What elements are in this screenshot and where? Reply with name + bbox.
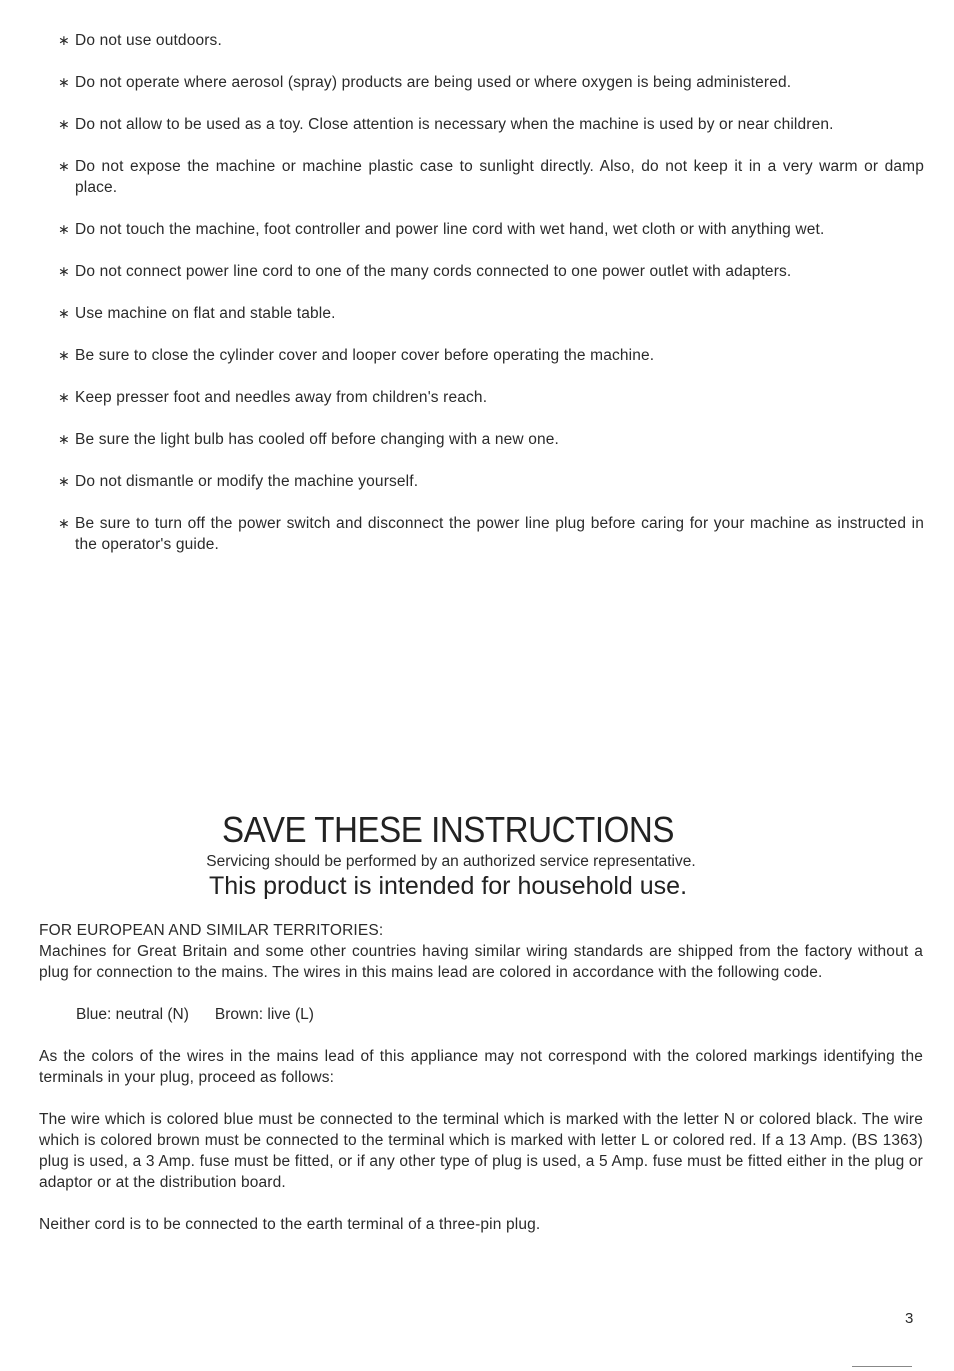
bullet-star-icon: ∗ (58, 116, 70, 132)
list-item (58, 429, 924, 450)
bullet-star-icon: ∗ (58, 32, 70, 48)
precaution-text: Do not allow to be used as a toy. Close attention is necessary when the machine is used by or near children. (75, 116, 834, 133)
list-item (58, 261, 924, 282)
bullet-star-icon: ∗ (58, 74, 70, 90)
bullet-star-icon: ∗ (58, 158, 70, 174)
bullet-star-icon: ∗ (58, 221, 70, 237)
bullet-star-icon: ∗ (58, 263, 70, 279)
household-use-note: This product is intended for household use. (208, 872, 688, 900)
bullet-star-icon: ∗ (58, 473, 70, 489)
wire-color-code (76, 1004, 923, 1025)
servicing-note: Servicing should be performed by an authorized service representative. (206, 853, 696, 870)
save-instructions-heading: SAVE THESE INSTRUCTIONS (222, 809, 674, 850)
bullet-star-icon: ∗ (58, 305, 70, 321)
safety-precautions-list (58, 30, 924, 576)
list-item (58, 387, 924, 408)
bullet-star-icon: ∗ (58, 347, 70, 363)
european-heading: FOR EUROPEAN AND SIMILAR TERRITORIES: (39, 922, 384, 939)
precaution-text: Be sure the light bulb has cooled off before changing with a new one. (75, 431, 560, 448)
european-intro-paragraph: Machines for Great Britain and some other countries having similar wiring standards are shipped from the factory without a plug for connection to the mains. The wires in this mains lead are colored in accordance with the following code. (39, 943, 923, 981)
precaution-text: Use machine on flat and stable table. (75, 305, 336, 322)
european-wiring-section (39, 920, 923, 1235)
bullet-star-icon: ∗ (58, 515, 70, 531)
precaution-text: Be sure to close the cylinder cover and looper cover before operating the machine. (75, 347, 655, 364)
wire-blue-code: Blue: neutral (N) (76, 1006, 189, 1023)
earth-terminal-paragraph: Neither cord is to be connected to the earth terminal of a three-pin plug. (39, 1216, 541, 1233)
precaution-text: Do not connect power line cord to one of the many cords connected to one power outlet with adapters. (75, 263, 792, 280)
precaution-text: Do not dismantle or modify the machine yourself. (75, 473, 419, 490)
wire-colors-paragraph: As the colors of the wires in the mains lead of this appliance may not correspond with the colored markings identifying the terminals in your plug, proceed as follows: (39, 1048, 923, 1086)
list-item (58, 30, 924, 51)
list-item (58, 156, 924, 198)
wire-connection-paragraph: The wire which is colored blue must be connected to the terminal which is marked with the letter N or colored black. The wire which is colored brown must be connected to the terminal which is marked with letter L or colored red. If a 13 Amp. (BS 1363) plug is used, a 3 Amp. fuse must be fitted, or if any other type of plug is used, a 5 Amp. fuse must be fitted either in the plug or adaptor or at the distribution board. (39, 1111, 923, 1191)
footer-divider (852, 1366, 912, 1367)
list-item (58, 219, 924, 240)
page-number: 3 (905, 1310, 914, 1327)
precaution-text: Do not use outdoors. (75, 32, 222, 49)
list-item (58, 72, 924, 93)
precaution-text: Be sure to turn off the power switch and disconnect the power line plug before caring for your machine as instructed in the operator's guide. (75, 515, 924, 553)
list-item (58, 513, 924, 555)
precaution-text: Do not operate where aerosol (spray) products are being used or where oxygen is being administered. (75, 74, 792, 91)
wire-brown-code: Brown: live (L) (214, 1006, 314, 1023)
list-item (58, 345, 924, 366)
precaution-text: Keep presser foot and needles away from children's reach. (75, 389, 488, 406)
precaution-text: Do not touch the machine, foot controller and power line cord with wet hand, wet cloth or with anything wet. (75, 221, 825, 238)
precaution-text: Do not expose the machine or machine plastic case to sunlight directly. Also, do not keep it in a very warm or damp place. (75, 158, 924, 196)
bullet-star-icon: ∗ (58, 431, 70, 447)
bullet-star-icon: ∗ (58, 389, 70, 405)
list-item (58, 303, 924, 324)
list-item (58, 114, 924, 135)
list-item (58, 471, 924, 492)
